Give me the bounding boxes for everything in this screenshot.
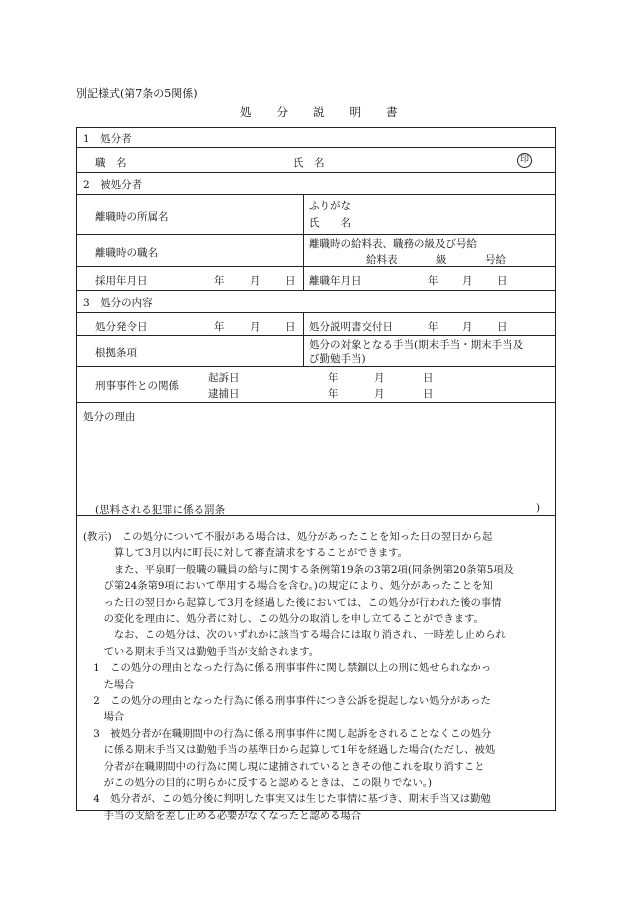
day-unit: 日 bbox=[285, 321, 296, 333]
year-unit: 年 bbox=[428, 275, 439, 287]
notice-line: 場合 bbox=[83, 711, 125, 724]
row-divider bbox=[76, 147, 556, 148]
row-divider bbox=[76, 312, 556, 313]
year-unit: 年 bbox=[214, 275, 225, 287]
day-unit: 日 bbox=[423, 372, 434, 384]
row-divider bbox=[76, 335, 556, 336]
delivery-date-label: 処分説明書交付日 bbox=[309, 321, 393, 333]
reason-label: 処分の理由 bbox=[83, 411, 136, 423]
month-unit: 月 bbox=[374, 372, 385, 384]
row-divider bbox=[76, 266, 556, 267]
criminal-case-label: 刑事事件との関係 bbox=[95, 380, 179, 392]
day-unit: 日 bbox=[497, 275, 508, 287]
allowance-label-line2: び勤勉手当) bbox=[309, 353, 366, 365]
name-label: 氏 名 bbox=[293, 157, 325, 169]
notice-line: また、平泉町一般職の職員の給与に関する条例第19条の3第2項(同条例第20条第5項及 bbox=[83, 563, 514, 576]
notice-line: に係る期末手当又は勤勉手当の基準日から起算して1年を経過した場合(ただし、被処 bbox=[83, 744, 496, 757]
notice-line: た場合 bbox=[83, 678, 135, 691]
notice-line: の変化を理由に、処分者に対し、この処分の取消しを申し立てることができます。 bbox=[83, 613, 484, 625]
full-name-label: 氏 名 bbox=[309, 217, 351, 229]
notice-line: 3 被処分者が在職期間中の行為に係る刑事事件に関し起訴をされることなくこの処分 bbox=[83, 727, 492, 740]
section-heading: 1 処分者 bbox=[83, 133, 132, 145]
position-label: 職 名 bbox=[95, 157, 127, 169]
step-label: 号給 bbox=[485, 254, 506, 266]
section-heading: 2 被処分者 bbox=[83, 179, 143, 191]
month-unit: 月 bbox=[462, 321, 473, 333]
seal-mark: 印 bbox=[517, 153, 532, 168]
basis-clause-label: 根拠条項 bbox=[95, 347, 137, 359]
notice-line: 分者が在職期間中の行為に関し現に逮捕されているときその他これを取り消すこと bbox=[83, 760, 485, 773]
row-divider bbox=[76, 194, 556, 195]
notice-line: った日の翌日から起算して3月を経過した後においては、この処分が行われた後の事情 bbox=[83, 596, 502, 609]
notice-line: 2 この処分の理由となった行為に係る刑事事件につき公訴を提起しない処分があった bbox=[83, 695, 491, 707]
salary-label: 離職時の給料表、職務の級及び号給 bbox=[309, 238, 477, 250]
form-identifier: 別記様式(第7条の5関係) bbox=[76, 87, 198, 100]
month-unit: 月 bbox=[250, 321, 261, 333]
notice-line: (教示) この処分について不服がある場合は、処分があったことを知った日の翌日から起 bbox=[83, 531, 493, 543]
arrest-date-label: 逮捕日 bbox=[208, 388, 240, 400]
row-divider bbox=[76, 290, 556, 291]
row-divider bbox=[76, 172, 556, 173]
year-unit: 年 bbox=[328, 388, 339, 400]
title-char: 書 bbox=[386, 105, 398, 119]
year-unit: 年 bbox=[328, 372, 339, 384]
row-divider bbox=[76, 402, 556, 403]
leave-date-label: 離職年月日 bbox=[309, 275, 362, 287]
notice-line: 算して3月以内に町長に対して審査請求をすることができます。 bbox=[83, 547, 408, 560]
notice-line: 手当の支給を差し止める必要がなくなったと認める場合 bbox=[83, 809, 362, 822]
document-title bbox=[240, 104, 423, 120]
indictment-date-label: 起訴日 bbox=[208, 372, 240, 384]
row-divider bbox=[76, 234, 556, 235]
furigana-label: ふりがな bbox=[309, 200, 351, 212]
day-unit: 日 bbox=[423, 388, 434, 400]
notice-line: 4 処分者が、この処分後に判明した事実又は生じた事情に基づき、期末手当又は勤勉 bbox=[83, 793, 491, 806]
month-unit: 月 bbox=[374, 388, 385, 400]
notice-line: なお、この処分は、次のいずれかに該当する場合には取り消され、一時差し止められ bbox=[83, 629, 506, 642]
notice-line: がこの処分の目的に明らかに反すると認めるときは、この限りでない。) bbox=[83, 777, 432, 789]
day-unit: 日 bbox=[497, 321, 508, 333]
row-divider bbox=[76, 366, 556, 367]
notice-line: び第24条第9項において準用する場合を含む。)の規定により、処分があったことを知 bbox=[83, 580, 493, 593]
dept-label: 離職時の所属名 bbox=[95, 211, 169, 223]
year-unit: 年 bbox=[428, 321, 439, 333]
salary-table-label: 給料表 bbox=[366, 254, 398, 266]
grade-label: 級 bbox=[436, 254, 447, 266]
title-char: 分 bbox=[276, 105, 288, 119]
day-unit: 日 bbox=[285, 275, 296, 287]
title-char: 説 bbox=[313, 105, 325, 119]
title-char: 明 bbox=[349, 105, 361, 119]
month-unit: 月 bbox=[462, 275, 473, 287]
year-unit: 年 bbox=[214, 321, 225, 333]
notice-line: 1 この処分の理由となった行為に係る刑事事件に関し禁錮以上の刑に処せられなかっ bbox=[83, 662, 492, 675]
hire-date-label: 採用年月日 bbox=[95, 275, 148, 287]
notice-line: ている期末手当又は勤勉手当が支給されます。 bbox=[83, 645, 320, 658]
penalty-clause-close: ) bbox=[536, 502, 541, 514]
month-unit: 月 bbox=[250, 275, 261, 287]
job-title-label: 離職時の職名 bbox=[95, 247, 158, 259]
issue-date-label: 処分発令日 bbox=[95, 321, 148, 333]
column-divider bbox=[303, 194, 304, 290]
allowance-label-line1: 処分の対象となる手当(期末手当・期末手当及 bbox=[309, 339, 524, 351]
section-heading: 3 処分の内容 bbox=[83, 297, 153, 309]
penalty-clause-open: (思料される犯罪に係る罰条 bbox=[95, 504, 226, 516]
column-divider bbox=[303, 312, 304, 366]
title-char: 処 bbox=[240, 105, 252, 119]
